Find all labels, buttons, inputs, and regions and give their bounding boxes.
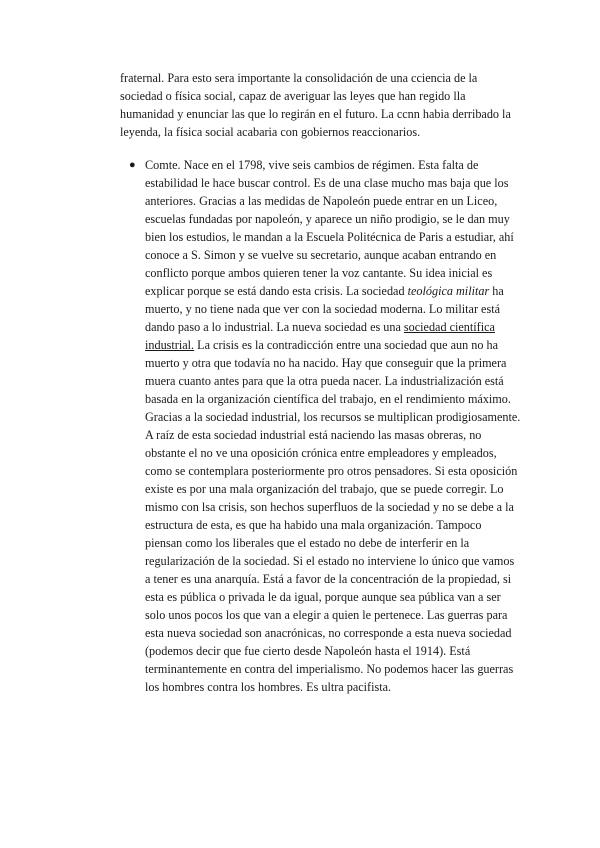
bullet-list [129, 156, 521, 696]
bullet-item-comte [129, 156, 521, 696]
bullet-text-part-3: La crisis es la contradicción entre una sociedad que aun no ha muerto y otra que todavía no ha nacido. Hay que conseguir que la primera muera cuanto antes para que la otra pueda nacer. La industrialización está basada en la organización científica del trabajo, en el rendimiento máximo. Gracias a la sociedad industrial, los recursos se multiplican prodigiosamente. A raíz de esta sociedad industrial está naciendo las masas obreras, no obstante el no ve una oposición crónica entre empleadores y empleados, como se contemplara posteriormente pro otros pensadores. Si esta oposición existe es por una mala organización del trabajo, que se puede corregir. Lo mismo con lsa crisis, son hechos superfluos de la sociedad y no se debe a la estructura de esta, es que ha habido una mala organización. Tampoco piensan como los liberales que el estado no debe de interferir en la regularización de la sociedad. Si el estado no interviene lo único que vamos a tener es una anarquía. Está a favor de la concentración de la propiedad, si esta es pública o privada le da igual, porque aunque sea pública van a ser solo unos pocos los que van a elegir a quien le pertenece. Las guerras para esta nueva sociedad son anacrónicas, no corresponde a esta nueva sociedad (podemos decir que fue cierto desde Napoleón hasta el 1914). Está terminantemente en contra del imperialismo. No podemos hacer las guerras los hombres contra los hombres. Es ultra pacifista. [145, 338, 521, 694]
bullet-text-part-1: Comte. Nace en el 1798, vive seis cambios de régimen. Esta falta de estabilidad le hace buscar control. Es de una clase mucho mas baja que los anteriores. Gracias a las medidas de Napoleón puede entrar en un Liceo, escuelas fundadas por napoleón, y aparece un niño prodigio, se le dan muy bien los estudios, le mandan a la Escuela Politécnica de Paris a estudiar, ahí conoce a S. Simon y se vuelve su secretario, aunque acaban entrando en conflicto porque ambos quieren tener la voz cantante. Su idea inicial es explicar porque se está dando esta crisis. La sociedad [145, 158, 514, 298]
underlined-phrase: sociedad científica industrial. [145, 320, 495, 352]
bullet-text-part-2: ha muerto, y no tiene nada que ver con la sociedad moderna. Lo militar está dando paso a lo industrial. La nueva sociedad es una [145, 284, 504, 334]
intro-paragraph: fraternal. Para esto sera importante la consolidación de una cciencia de la sociedad o física social, capaz de averiguar las leyes que han regido lla humanidad y enunciar las que lo regirán en el futuro. La ccnn habia derribado la leyenda, la física social acabaria con gobiernos reaccionarios. [120, 71, 511, 139]
italic-phrase: teológica militar [407, 284, 490, 298]
bullet-paragraph [145, 156, 521, 696]
bullet-dot-icon: ● [129, 159, 136, 171]
